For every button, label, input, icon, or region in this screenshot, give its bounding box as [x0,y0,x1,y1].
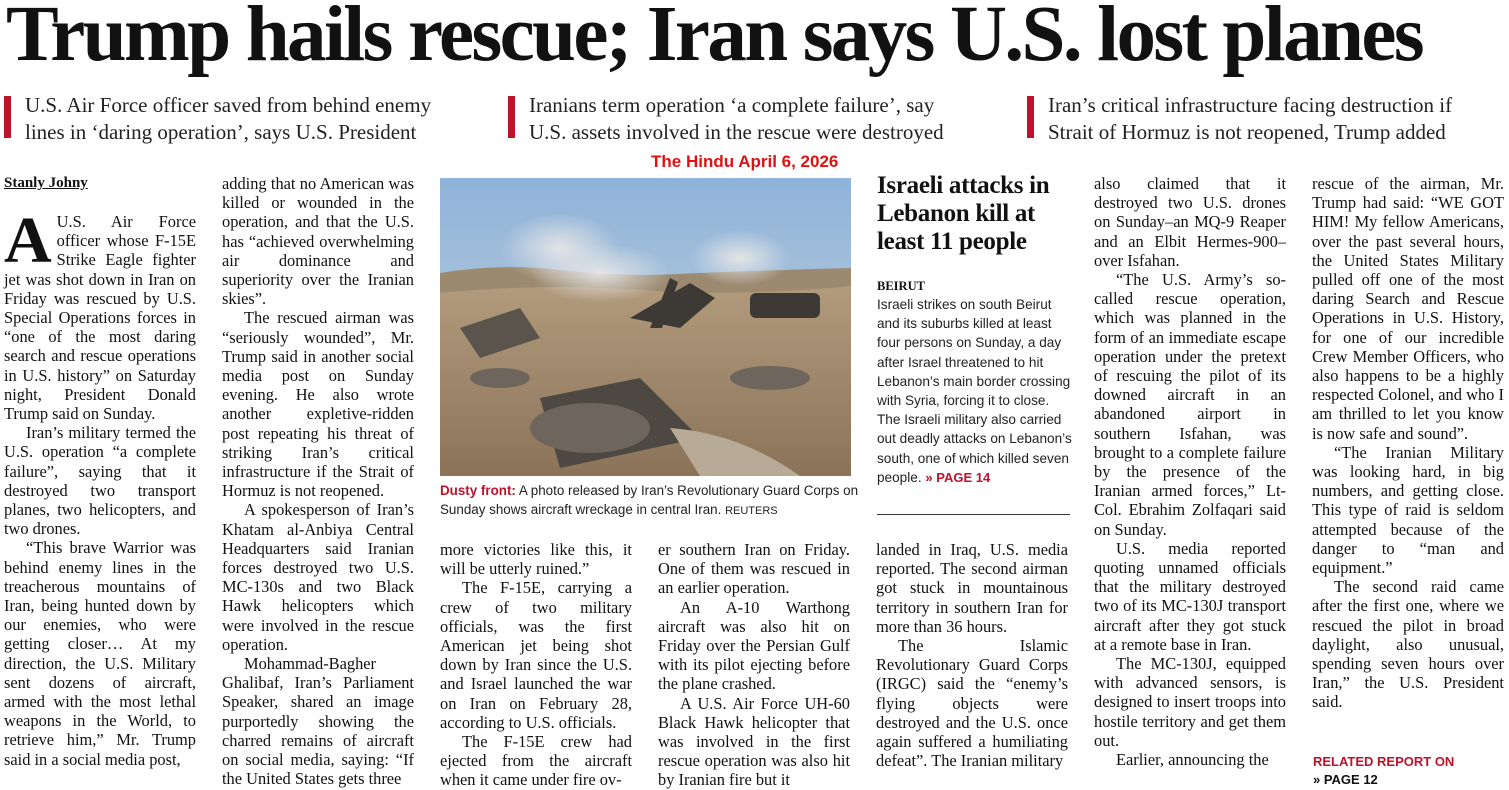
paragraph: “This brave Warrior was behind enemy lines in the treacherous mountains of Iran, being hunted down by our enemies, who were getting closer… At my direction, the U.S. Military sent dozens of aircraft, armed with the most lethal weapons in the World, to retrieve him,” Mr. Trump said in a social media post, [4,538,196,769]
byline: Stanly Johny [4,175,88,191]
deck-accent-bar [508,96,515,138]
paragraph: An A-10 Warthong aircraft was also hit on Friday over the Persian Gulf with its pilot ejecting before the plane crashed. [658,597,850,694]
article-column-6 [1094,174,1286,769]
paragraph: more victories like this, it will be utterly ruined.” [440,540,632,579]
drop-cap: A [4,204,52,277]
paragraph: A spokesperson of Iran’s Khatam al-Anbiya Central Headquarters said Iranian forces destroyed two U.S. MC-130s and two Black Hawk helicopters which were involved in the rescue operation. [222,500,414,654]
sidebar-body [877,295,1075,487]
paragraph: The rescued airman was “seriously wounded”, Mr. Trump said in another social media post on Sunday evening. He also wrote another expletive-ridden post repeating his threat of striking Iran’s critical infrastructure if the Strait of Hormuz is not reopened. [222,308,414,501]
caption-text: A photo released by Iran’s Revolutionary Guard Corps on Sunday shows aircraft wreckage in central Iran. [440,483,859,517]
paragraph: adding that no American was killed or wounded in the operation, and that the U.S. has “achieved overwhelming air dominance and superiority over the Iranian skies”. [222,174,414,309]
paragraph: Mohammad-Bagher Ghalibaf, Iran’s Parliament Speaker, shared an image purportedly showing the charred remains of aircraft on social media, saying: “If the United States gets three [222,654,414,789]
deck-line: U.S. assets involved in the rescue were destroyed [529,120,944,144]
paragraph: “The Iranian Military was looking hard, in big numbers, and getting close. This type of raid is seldom attempted because of the danger to “man and equipment.” [1312,442,1504,578]
paragraph: U.S. media reported quoting unnamed officials that the military destroyed two of its MC-130J transport aircraft after they got stuck at a remote base in Iran. [1094,538,1286,654]
paragraph: The F-15E crew had ejected from the aircraft when it came under fire ov- [440,732,632,790]
paragraph: The second raid came after the first one, where we rescued the pilot in broad daylight, also unusual, spending seven hours over Iran,” the U.S. President said. [1312,577,1504,712]
paragraph: landed in Iraq, U.S. media reported. The second airman got stuck in mountainous territory in southern Iran for more than 36 hours. [876,540,1068,636]
sidebar-dateline: BEIRUT [877,279,925,293]
paragraph: er southern Iran on Friday. One of them was rescued in an earlier operation. [658,540,850,598]
paragraph: The MC-130J, equipped with advanced sensors, is designed to insert troops into hostile territory and get them out. [1094,654,1286,750]
caption-label: Dusty front: [440,483,516,498]
paragraph: The Islamic Revolutionary Guard Corps (IRGC) said the “enemy’s flying objects were destroyed and the U.S. once again suffered a humiliating defeat”. The Iranian military [876,636,1068,771]
wreckage-photo-illustration [440,178,851,476]
related-report-label: RELATED REPORT ON [1313,754,1455,769]
paragraph: Earlier, announcing the [1116,750,1269,770]
related-report-page: » PAGE 12 [1313,772,1378,787]
headline: Trump hails rescue; Iran says U.S. lost planes [6,0,1422,78]
paragraph: rescue of the airman, Mr. Trump had said: “WE GOT HIM! My fellow Americans, over the past several hours, the United States Military pulled off one of the most daring Search and Rescue Operations in U.S. History, for one of our incredible Crew Member Officers, who also happens to be a highly respected Colonel, and who I am thrilled to let you know is now safe and sound”. [1312,174,1504,443]
paragraph: Iran’s military termed the U.S. operation “a complete failure”, saying that it destroyed two transport planes, two helicopters, and two drones. [4,423,196,539]
sidebar-divider [877,514,1070,515]
article-column-4 [658,540,850,790]
paragraph: A U.S. Air Force UH-60 Black Hawk helicopter that was involved in the first rescue operation was also hit by Iranian fire but it [658,693,850,790]
paragraph: also claimed that it destroyed two U.S. drones on Sunday–an MQ-9 Reaper and an Elbit Hermes-900–over Isfahan. [1094,174,1286,270]
article-column-2 [222,174,414,789]
sidebar-page-link[interactable]: » PAGE 14 [925,469,991,485]
deck-accent-bar [1027,96,1034,138]
related-report[interactable] [1313,753,1454,789]
deck-line: Iranians term operation ‘a complete failure’, say [529,93,935,117]
article-column-1 [4,204,196,769]
paragraph: The F-15E, carrying a crew of two military officials, was the first American jet being shot down by Iran since the U.S. and Israel launched the war on Iran on February 28, according to U.S. officials. [440,578,632,732]
deck-line: Iran’s critical infrastructure facing destruction if [1048,93,1453,117]
paragraph: U.S. Air Force officer whose F-15E Strike Eagle fighter jet was shot down in Iran on Friday was rescued by U.S. Special Operations forces in “one of the most daring search and rescue operations in U.S. history” on Saturday night, President Donald Trump said on Sunday. [4,212,196,424]
article-column-5 [876,540,1068,770]
article-column-7 [1312,174,1504,712]
edition-label: The Hindu April 6, 2026 [651,152,839,171]
wreckage-photo [440,178,851,476]
photo-caption [440,481,860,521]
deck-line: Strait of Hormuz is not reopened, Trump added [1048,120,1446,144]
photo-credit: REUTERS [725,505,778,517]
sidebar-text: Israeli strikes on south Beirut and its suburbs killed at least four persons on Sunday, a day after Israel threatened to hit Lebanon’s main border crossing with Syria, forcing it to close. The Israeli military also carried out deadly attacks on Lebanon’s south, one of which killed seven people. [877,297,1072,485]
deck-line: lines in ‘daring operation’, says U.S. President [25,120,417,144]
paragraph: “The U.S. Army’s so-called rescue operation, which was planned in the form of an immediate escape operation under the pretext of rescuing the pilot of its downed aircraft in an abandoned airport in southern Isfahan, was brought to a complete failure by the presence of the Iranian armed forces,” Lt-Col. Ebrahim Zolfaqari said on Sunday. [1094,270,1286,539]
sidebar-headline: Israeli attacks in Lebanon kill at least 11 people [877,172,1050,255]
deck-line: U.S. Air Force officer saved from behind enemy [25,93,432,117]
article-column-3 [440,540,632,790]
deck-accent-bar [4,96,11,138]
